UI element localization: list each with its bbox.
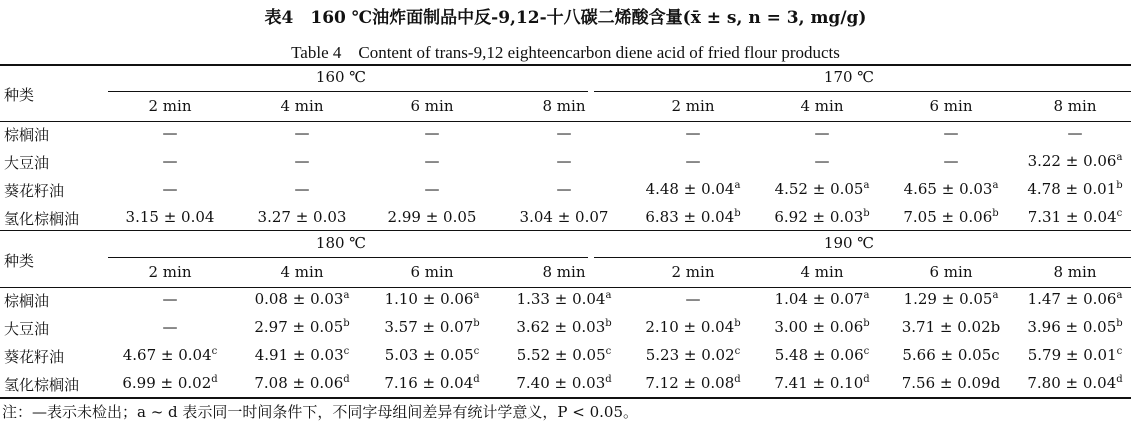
- row-label: 大豆油: [4, 320, 50, 338]
- cell-value: 2.97 ± 0.05: [254, 318, 344, 336]
- time-column-header: 6 min: [929, 263, 973, 281]
- cell-value: 6.92 ± 0.03: [774, 208, 864, 226]
- data-cell: [123, 346, 218, 364]
- cell-value: —: [162, 180, 178, 198]
- cell-value: —: [943, 124, 959, 142]
- data-cell: [645, 318, 740, 336]
- data-cell: [902, 318, 1001, 336]
- cell-value: 5.23 ± 0.02: [645, 346, 735, 364]
- data-cell: [517, 290, 612, 308]
- data-cell: [1027, 180, 1122, 198]
- cell-value: 3.00 ± 0.06: [774, 318, 864, 336]
- cell-value: 0.08 ± 0.03: [254, 290, 344, 308]
- significance-letter: a: [343, 290, 350, 301]
- significance-letter: c: [1116, 208, 1123, 219]
- cell-value: 7.41 ± 0.10: [774, 374, 864, 392]
- data-cell: [903, 208, 998, 226]
- data-cell: [774, 374, 869, 392]
- significance-letter: b: [343, 318, 350, 329]
- data-cell: [1028, 152, 1123, 170]
- row-label: 大豆油: [4, 154, 50, 172]
- significance-letter: b: [863, 208, 870, 219]
- significance-letter: c: [211, 346, 218, 357]
- time-column-header: 4 min: [800, 97, 844, 115]
- significance-letter: a: [734, 180, 741, 191]
- cell-value: 5.66 ± 0.05c: [902, 346, 1000, 364]
- cell-value: 7.16 ± 0.04: [384, 374, 474, 392]
- data-cell: [517, 346, 612, 364]
- significance-letter: a: [992, 290, 999, 301]
- cell-value: 6.83 ± 0.04: [645, 208, 735, 226]
- row-header-label: 种类: [4, 252, 35, 270]
- data-cell: [255, 346, 350, 364]
- cell-value: 3.62 ± 0.03: [516, 318, 606, 336]
- data-cell: [774, 318, 869, 336]
- cell-value: 2.10 ± 0.04: [645, 318, 735, 336]
- cell-value: 4.67 ± 0.04: [122, 346, 212, 364]
- temperature-header: 190 ℃: [823, 234, 875, 252]
- time-column-header: 8 min: [1053, 97, 1097, 115]
- cell-value: —: [685, 290, 701, 308]
- row-label: 葵花籽油: [4, 182, 65, 200]
- bottom-rule: [0, 397, 1131, 399]
- data-cell: [520, 208, 609, 226]
- significance-letter: d: [734, 374, 741, 385]
- significance-letter: b: [734, 208, 741, 219]
- data-cell: [122, 374, 217, 392]
- data-cell: [775, 346, 870, 364]
- cell-value: —: [162, 290, 178, 308]
- row-label: 葵花籽油: [4, 348, 65, 366]
- significance-letter: c: [605, 346, 612, 357]
- cell-value: —: [424, 124, 440, 142]
- data-cell: [686, 290, 701, 308]
- significance-letter: a: [605, 290, 612, 301]
- significance-letter: d: [473, 374, 480, 385]
- cell-value: —: [162, 318, 178, 336]
- significance-letter: d: [605, 374, 612, 385]
- data-cell: [557, 124, 572, 142]
- significance-letter: a: [863, 180, 870, 191]
- cell-value: —: [424, 152, 440, 170]
- data-cell: [163, 180, 178, 198]
- time-column-header: 8 min: [1053, 263, 1097, 281]
- data-cell: [557, 180, 572, 198]
- data-cell: [686, 152, 701, 170]
- time-column-header: 6 min: [410, 97, 454, 115]
- significance-letter: c: [343, 346, 350, 357]
- data-cell: [163, 124, 178, 142]
- significance-letter: b: [1116, 318, 1123, 329]
- table-caption-en: Table 4 Content of trans-9,12 eighteencarbon diene acid of fried flour products: [291, 43, 840, 62]
- cell-value: —: [162, 124, 178, 142]
- time-column-header: 8 min: [542, 263, 586, 281]
- cell-value: 5.52 ± 0.05: [516, 346, 606, 364]
- header-rule: [0, 287, 1131, 288]
- cell-value: 4.78 ± 0.01: [1027, 180, 1117, 198]
- data-cell: [385, 290, 480, 308]
- data-cell: [425, 124, 440, 142]
- cell-value: —: [685, 152, 701, 170]
- data-cell: [295, 180, 310, 198]
- group-subrule: [108, 257, 588, 258]
- time-column-header: 2 min: [148, 263, 192, 281]
- time-column-header: 6 min: [410, 263, 454, 281]
- cell-value: —: [556, 124, 572, 142]
- data-cell: [425, 152, 440, 170]
- data-cell: [557, 152, 572, 170]
- data-cell: [815, 152, 830, 170]
- cell-value: —: [943, 152, 959, 170]
- cell-value: —: [814, 124, 830, 142]
- significance-letter: c: [734, 346, 741, 357]
- time-column-header: 6 min: [929, 97, 973, 115]
- time-column-header: 2 min: [148, 97, 192, 115]
- data-cell: [902, 346, 999, 364]
- significance-letter: b: [992, 208, 999, 219]
- cell-value: 1.47 ± 0.06: [1027, 290, 1117, 308]
- temperature-header: 180 ℃: [315, 234, 367, 252]
- data-cell: [1028, 346, 1123, 364]
- data-cell: [775, 290, 870, 308]
- data-cell: [646, 180, 741, 198]
- data-cell: [126, 208, 215, 226]
- cell-value: —: [1067, 124, 1083, 142]
- cell-value: 7.40 ± 0.03: [516, 374, 606, 392]
- data-cell: [1068, 124, 1083, 142]
- cell-value: —: [294, 180, 310, 198]
- top-rule: [0, 64, 1131, 66]
- time-column-header: 2 min: [671, 97, 715, 115]
- data-cell: [295, 152, 310, 170]
- cell-value: 1.04 ± 0.07: [774, 290, 864, 308]
- group-subrule: [594, 257, 1131, 258]
- time-column-header: 4 min: [280, 97, 324, 115]
- time-column-header: 4 min: [800, 263, 844, 281]
- significance-letter: b: [605, 318, 612, 329]
- significance-letter: d: [1116, 374, 1123, 385]
- group-subrule: [594, 91, 1131, 92]
- cell-value: 7.31 ± 0.04: [1027, 208, 1117, 226]
- data-cell: [384, 318, 479, 336]
- cell-value: —: [162, 152, 178, 170]
- significance-letter: b: [1116, 180, 1123, 191]
- data-cell: [163, 290, 178, 308]
- cell-value: 1.33 ± 0.04: [516, 290, 606, 308]
- data-cell: [1027, 318, 1122, 336]
- significance-letter: d: [211, 374, 218, 385]
- row-label: 氢化棕榈油: [4, 210, 80, 228]
- table-caption-cn: 表4 160 ℃油炸面制品中反-9,12-十八碳二烯酸含量(x̄ ± s, n = 3, mg/g): [264, 8, 867, 28]
- significance-letter: c: [863, 346, 870, 357]
- data-cell: [163, 152, 178, 170]
- time-column-header: 4 min: [280, 263, 324, 281]
- cell-value: —: [685, 124, 701, 142]
- cell-value: 4.48 ± 0.04: [645, 180, 735, 198]
- data-cell: [904, 290, 999, 308]
- time-column-header: 8 min: [542, 97, 586, 115]
- cell-value: 1.10 ± 0.06: [384, 290, 474, 308]
- data-cell: [516, 318, 611, 336]
- data-cell: [1028, 290, 1123, 308]
- data-cell: [384, 374, 479, 392]
- significance-letter: c: [1116, 346, 1123, 357]
- data-cell: [944, 124, 959, 142]
- block-separator-rule: [0, 230, 1131, 231]
- data-cell: [388, 208, 477, 226]
- cell-value: 4.52 ± 0.05: [774, 180, 864, 198]
- cell-value: 5.48 ± 0.06: [774, 346, 864, 364]
- data-cell: [1027, 374, 1122, 392]
- data-cell: [774, 208, 869, 226]
- data-cell: [425, 180, 440, 198]
- cell-value: 4.91 ± 0.03: [254, 346, 344, 364]
- cell-value: 7.12 ± 0.08: [645, 374, 735, 392]
- significance-letter: b: [863, 318, 870, 329]
- cell-value: —: [556, 180, 572, 198]
- cell-value: 3.15 ± 0.04: [125, 208, 215, 226]
- cell-value: 7.56 ± 0.09d: [901, 374, 1001, 392]
- cell-value: 7.08 ± 0.06: [254, 374, 344, 392]
- cell-value: 7.80 ± 0.04: [1027, 374, 1117, 392]
- time-column-header: 2 min: [671, 263, 715, 281]
- significance-letter: b: [734, 318, 741, 329]
- significance-letter: a: [863, 290, 870, 301]
- cell-value: 1.29 ± 0.05: [903, 290, 993, 308]
- significance-letter: d: [343, 374, 350, 385]
- cell-value: 5.03 ± 0.05: [384, 346, 474, 364]
- data-cell: [254, 374, 349, 392]
- row-label: 棕榈油: [4, 126, 50, 144]
- cell-value: —: [814, 152, 830, 170]
- significance-letter: a: [1116, 152, 1123, 163]
- significance-letter: a: [473, 290, 480, 301]
- cell-value: —: [424, 180, 440, 198]
- significance-letter: a: [992, 180, 999, 191]
- row-label: 氢化棕榈油: [4, 376, 80, 394]
- cell-value: 4.65 ± 0.03: [903, 180, 993, 198]
- header-rule: [0, 121, 1131, 122]
- cell-value: —: [556, 152, 572, 170]
- data-cell: [645, 374, 740, 392]
- significance-letter: d: [863, 374, 870, 385]
- cell-value: —: [294, 124, 310, 142]
- data-cell: [254, 318, 349, 336]
- cell-value: —: [294, 152, 310, 170]
- cell-value: 3.27 ± 0.03: [257, 208, 347, 226]
- data-cell: [258, 208, 347, 226]
- temperature-header: 170 ℃: [823, 68, 875, 86]
- data-cell: [385, 346, 480, 364]
- group-subrule: [108, 91, 588, 92]
- data-cell: [1028, 208, 1123, 226]
- data-cell: [775, 180, 870, 198]
- data-cell: [686, 124, 701, 142]
- cell-value: 3.96 ± 0.05: [1027, 318, 1117, 336]
- data-cell: [255, 290, 350, 308]
- table-footnote: 注：—表示未检出；a ~ d 表示同一时间条件下，不同字母组间差异有统计学意义，P < 0.05。: [2, 403, 639, 421]
- data-cell: [944, 152, 959, 170]
- row-label: 棕榈油: [4, 292, 50, 310]
- significance-letter: c: [473, 346, 480, 357]
- data-cell: [904, 180, 999, 198]
- data-cell: [815, 124, 830, 142]
- data-cell: [646, 346, 741, 364]
- cell-value: 6.99 ± 0.02: [122, 374, 212, 392]
- cell-value: 3.22 ± 0.06: [1027, 152, 1117, 170]
- cell-value: 3.04 ± 0.07: [519, 208, 609, 226]
- cell-value: 5.79 ± 0.01: [1027, 346, 1117, 364]
- temperature-header: 160 ℃: [315, 68, 367, 86]
- cell-value: 7.05 ± 0.06: [903, 208, 993, 226]
- cell-value: 2.99 ± 0.05: [387, 208, 477, 226]
- data-cell: [516, 374, 611, 392]
- row-header-label: 种类: [4, 86, 35, 104]
- cell-value: 3.71 ± 0.02b: [901, 318, 1001, 336]
- data-cell: [645, 208, 740, 226]
- cell-value: 3.57 ± 0.07: [384, 318, 474, 336]
- data-cell: [295, 124, 310, 142]
- data-cell: [163, 318, 178, 336]
- significance-letter: b: [473, 318, 480, 329]
- significance-letter: a: [1116, 290, 1123, 301]
- data-cell: [902, 374, 1001, 392]
